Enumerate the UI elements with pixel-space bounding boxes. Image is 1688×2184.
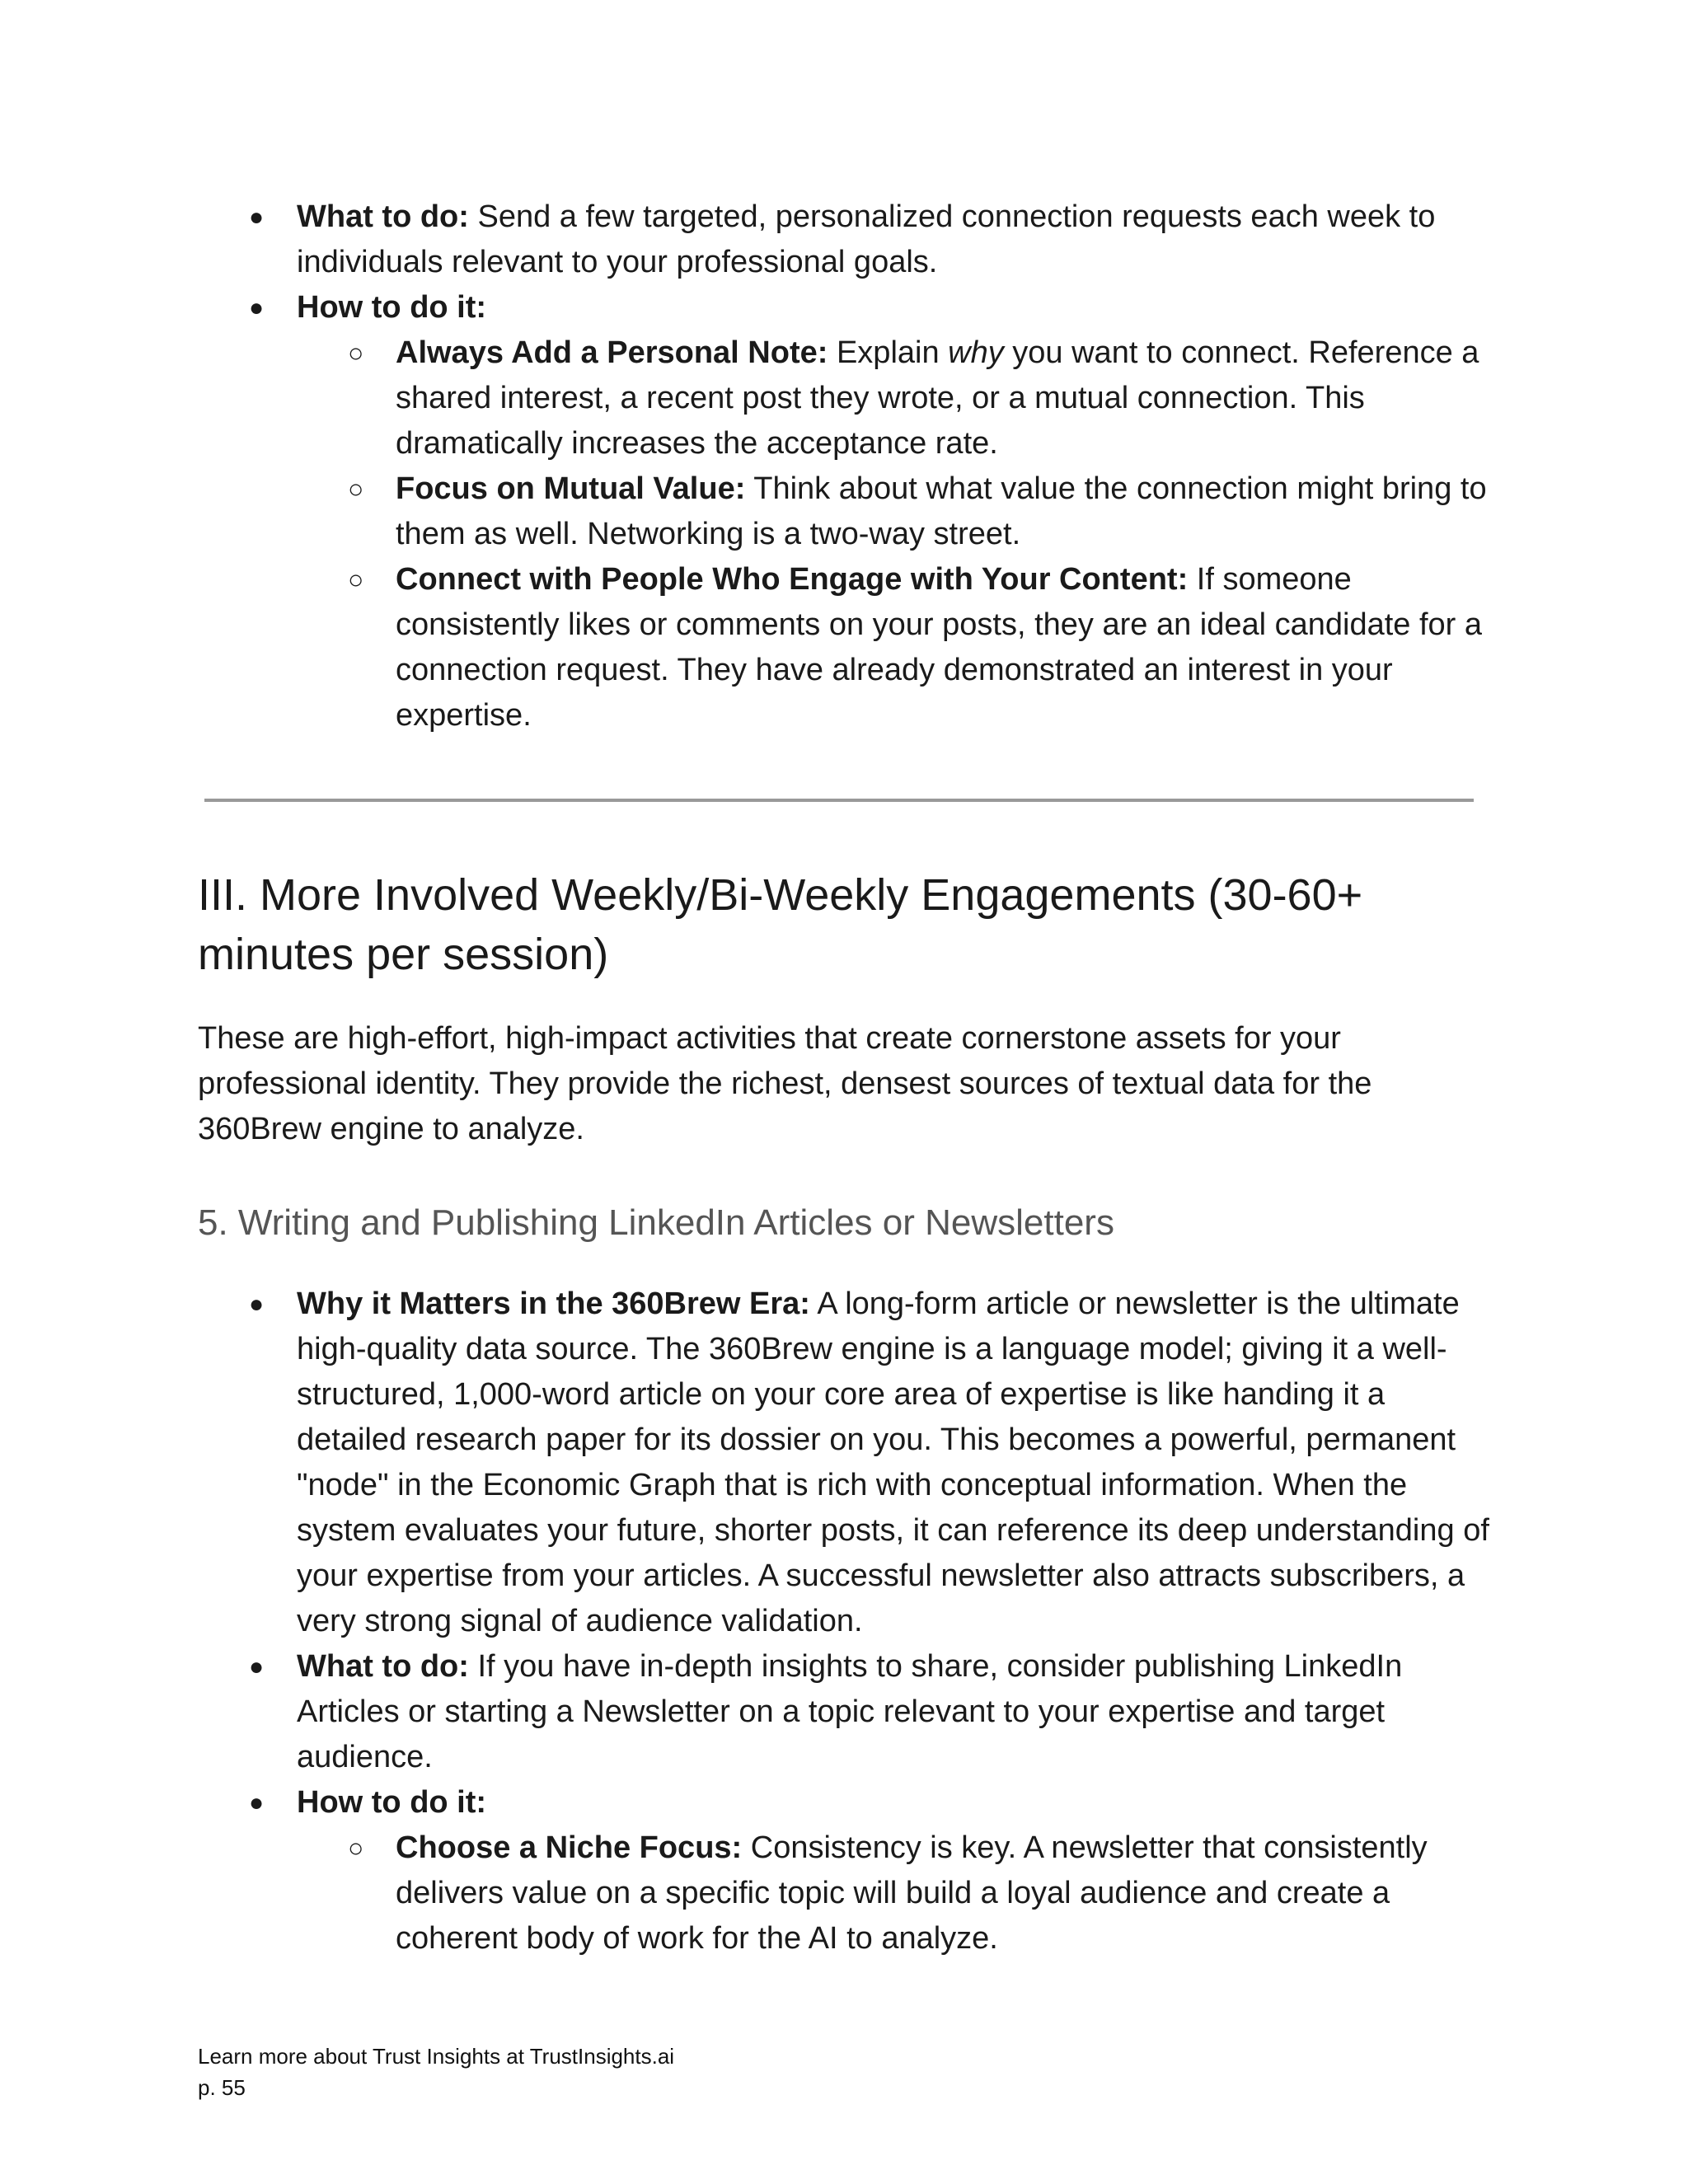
- horizontal-divider: [204, 799, 1474, 802]
- list-item: [198, 1780, 1500, 1961]
- hollow-bullet-icon: ○: [348, 338, 364, 368]
- item-label: Choose a Niche Focus:: [396, 1830, 743, 1865]
- sub-list-item: [297, 557, 1500, 738]
- item-label: What to do:: [297, 199, 469, 234]
- item-label: What to do:: [297, 1649, 469, 1684]
- item-text: Think about what value the connection might bring to them as well. Networking is a two-way street.: [396, 471, 1487, 551]
- page-number: p. 55: [198, 2075, 246, 2100]
- connection-requests-list: [198, 194, 1500, 738]
- sub-list-item: [297, 466, 1500, 557]
- item-emphasis: why: [948, 335, 1004, 370]
- item-label: Always Add a Personal Note:: [396, 335, 828, 370]
- item-label: Focus on Mutual Value:: [396, 471, 746, 506]
- articles-newsletters-list: [198, 1282, 1500, 1961]
- item-label: Why it Matters in the 360Brew Era:: [297, 1286, 810, 1321]
- bullet-icon: ●: [249, 294, 265, 321]
- item-label: How to do it:: [297, 1785, 487, 1820]
- section-heading: III. More Involved Weekly/Bi-Weekly Engagements (30-60+ minutes per session): [198, 870, 1363, 979]
- item-label: Connect with People Who Engage with Your Content:: [396, 562, 1189, 597]
- footer-promo-text: Learn more about Trust Insights at TrustInsights.ai: [198, 2044, 675, 2069]
- section-intro: These are high-effort, high-impact activities that create cornerstone assets for your professional identity. They provide the richest, densest sources of textual data for the 360Brew engine to analyze.: [198, 1021, 1372, 1146]
- item-text: If you have in-depth insights to share, consider publishing LinkedIn Articles or starting a Newsletter on a topic relevant to your expertise and target audience.: [297, 1649, 1403, 1774]
- subsection-heading: 5. Writing and Publishing LinkedIn Articles or Newsletters: [198, 1202, 1114, 1243]
- list-item: [198, 194, 1500, 285]
- list-item: [198, 1282, 1500, 1644]
- hollow-bullet-icon: ○: [348, 474, 364, 504]
- bullet-icon: ●: [249, 204, 265, 231]
- item-text: Explain: [828, 335, 949, 370]
- list-item: [198, 1644, 1500, 1780]
- bullet-icon: ●: [249, 1653, 265, 1680]
- bullet-icon: ●: [249, 1291, 265, 1318]
- sub-list-item: [297, 330, 1500, 466]
- item-text: Send a few targeted, personalized connection requests each week to individuals relevant to your professional goals.: [297, 199, 1436, 279]
- page-footer: [198, 2041, 1187, 2103]
- item-text: If someone consistently likes or comments on your posts, they are an ideal candidate for a connection request. They have already demonstrated an interest in your expertise.: [396, 562, 1483, 733]
- item-label: How to do it:: [297, 290, 487, 325]
- list-item: [198, 285, 1500, 738]
- hollow-bullet-icon: ○: [348, 1833, 364, 1863]
- hollow-bullet-icon: ○: [348, 565, 364, 594]
- item-text: A long-form article or newsletter is the ultimate high-quality data source. The 360Brew engine is a language model; giving it a well-structured, 1,000-word article on your core area of expertise is like handing it a detailed research paper for its dossier on you. This becomes a powerful, permanent "node" in the Economic Graph that is rich with conceptual information. When the system evaluates your future, shorter posts, it can reference its deep understanding of your expertise from your articles. A successful newsletter also attracts subscribers, a very strong signal of audience validation.: [297, 1286, 1489, 1638]
- bullet-icon: ●: [249, 1789, 265, 1816]
- sub-list-item: [297, 1825, 1500, 1961]
- item-text: you want to connect. Reference a shared interest, a recent post they wrote, or a mutual connection. This dramatically increases the acceptance rate.: [396, 335, 1479, 461]
- item-text: Consistency is key. A newsletter that consistently delivers value on a specific topic will build a loyal audience and create a coherent body of work for the AI to analyze.: [396, 1830, 1428, 1956]
